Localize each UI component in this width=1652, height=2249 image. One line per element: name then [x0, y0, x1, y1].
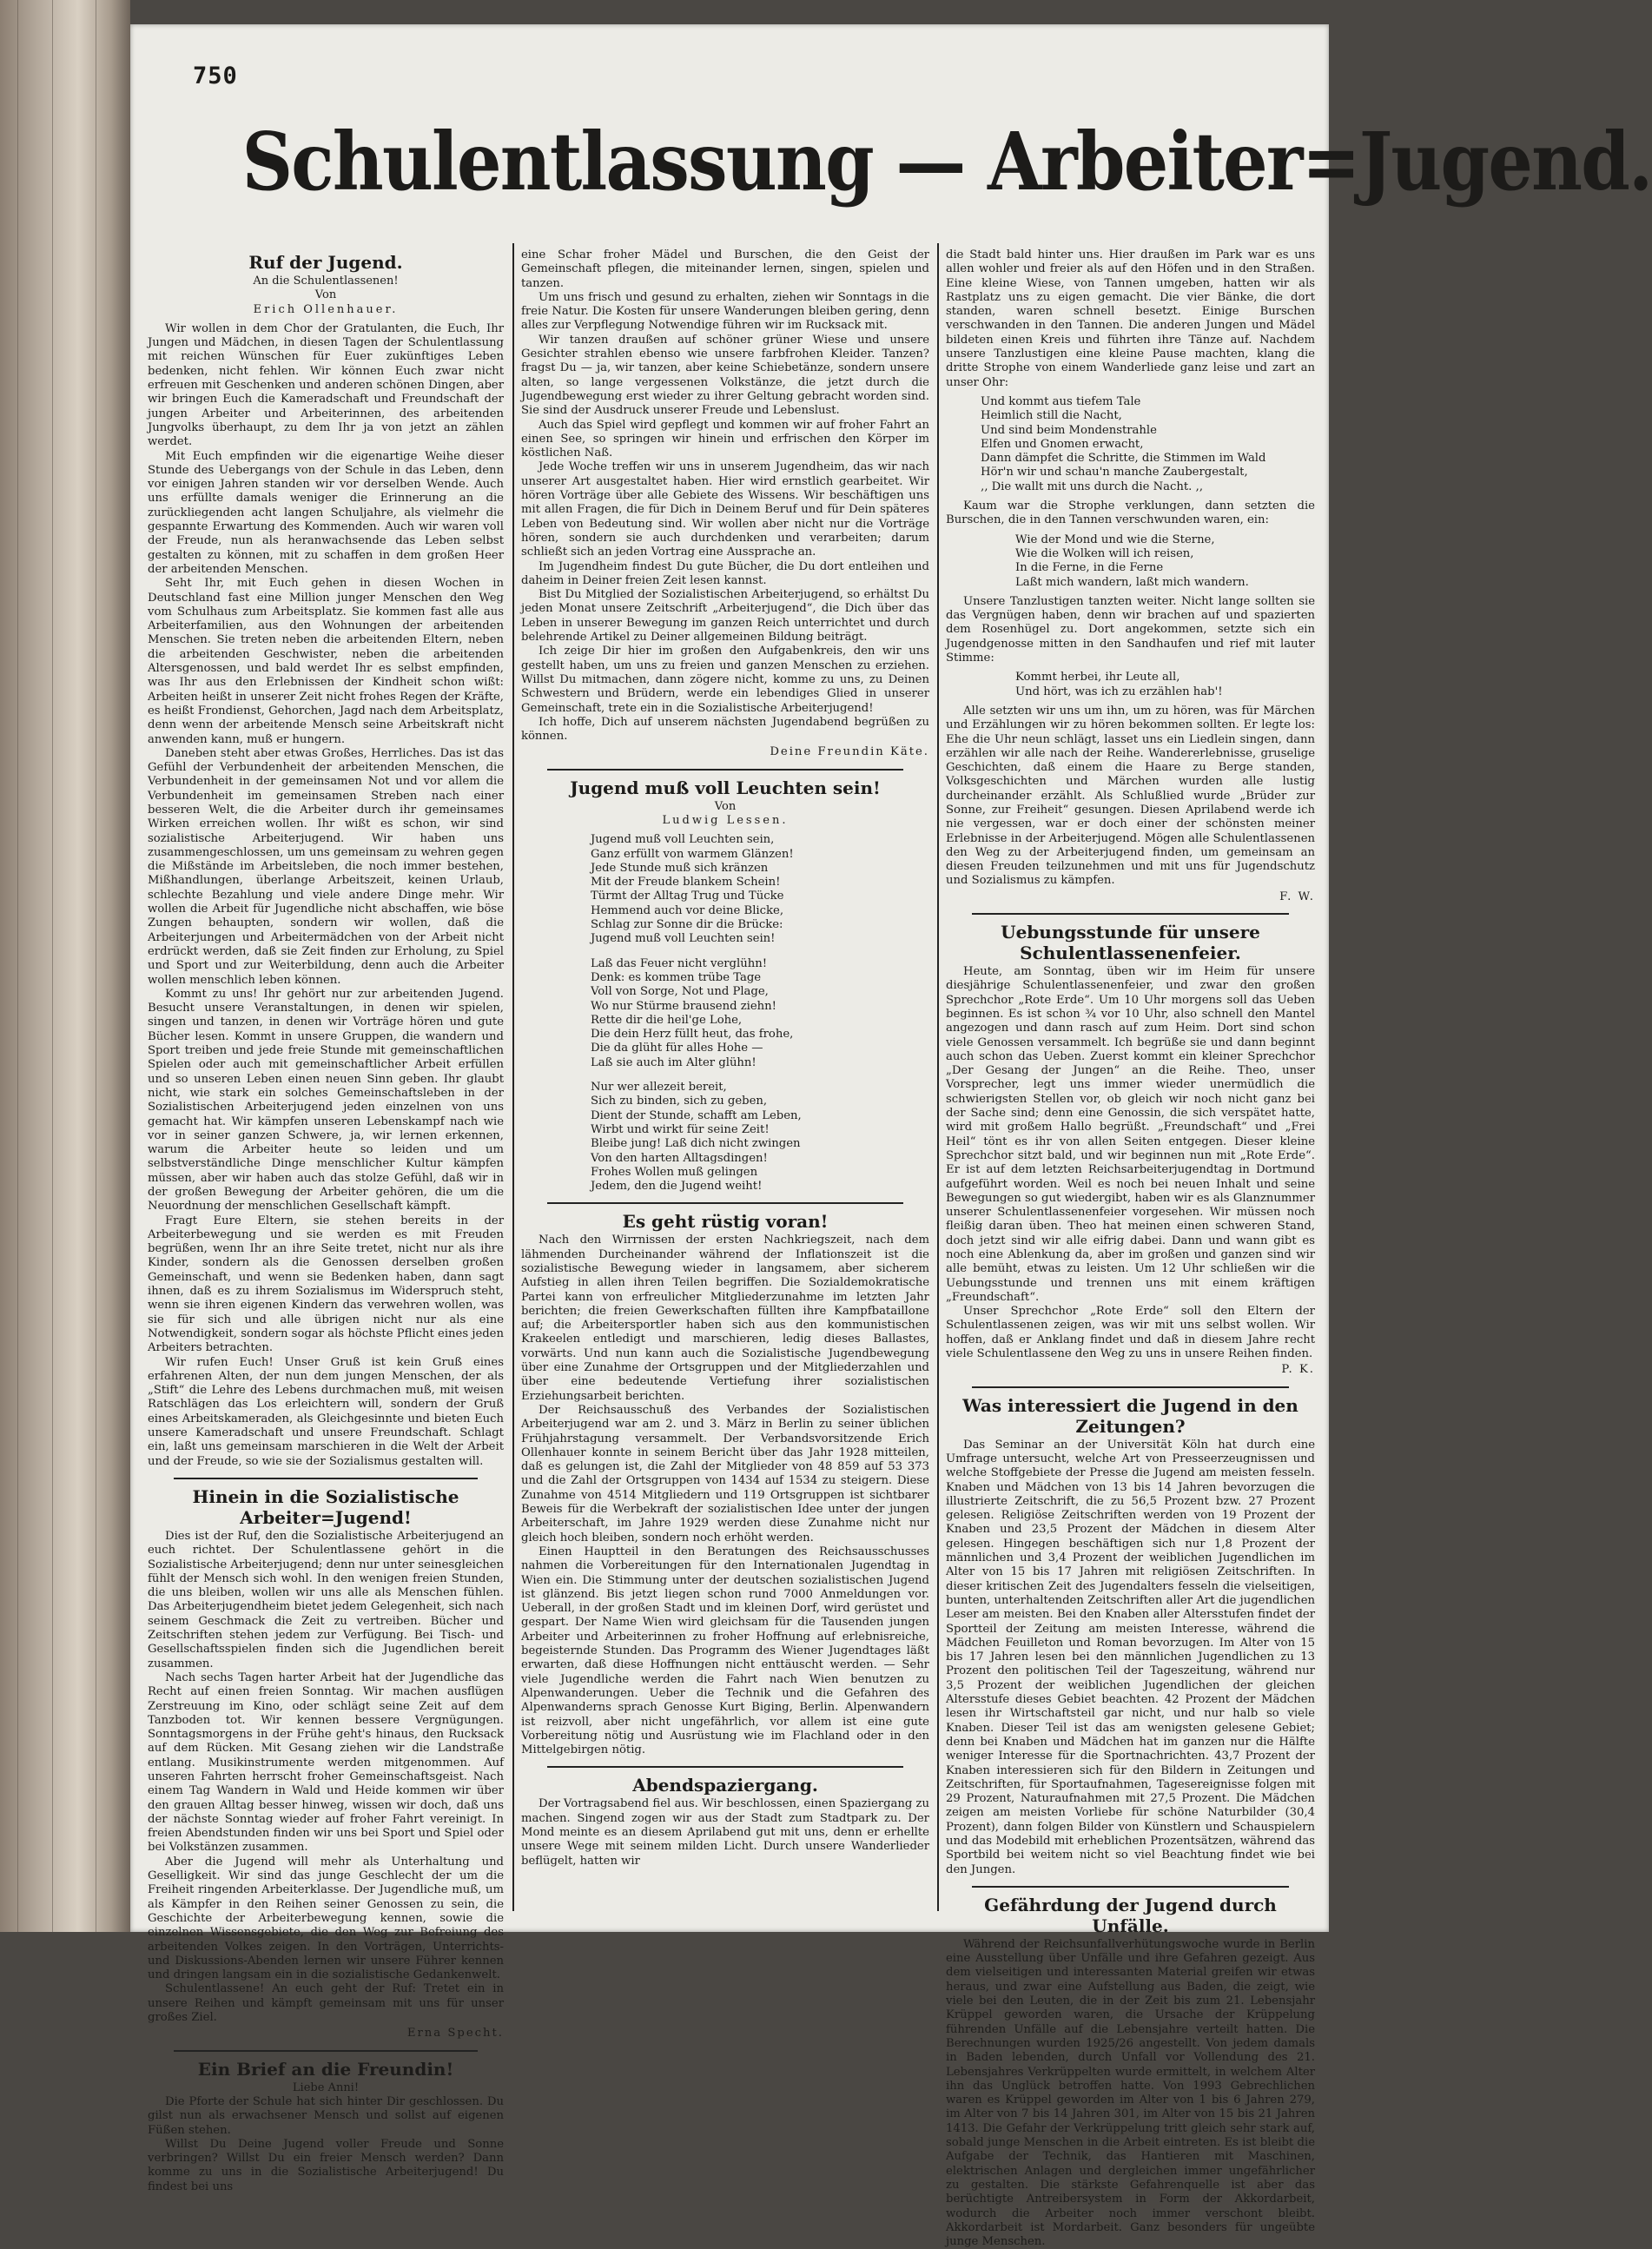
- article-title: Was interessiert die Jugend in den Zeitungen?: [962, 1394, 1298, 1437]
- paragraph: Aber die Jugend will mehr als Unterhaltung und Geselligkeit. Wir sind das junge Geschlecht der um die Freiheit ringenden Arbeiterklasse. Der Jugendliche muß, um als Kämpfer in den Reihen seiner Genossen zu sein, die Geschichte der Arbeiterbewegung kennen, sowie die einzelnen Wissensgebiete, die den Weg zur Befreiung des arbeitenden Volkes zeigen. In den Vorträgen, Unterrichts- und Diskussions-Abenden lernen wir unsere Führer kennen und dringen langsam ein in die sozialistische Gedankenwelt.: [148, 1855, 504, 1982]
- poem-line: Jedem, den die Jugend weiht!: [591, 1180, 763, 1194]
- article-separator: [174, 1478, 478, 1479]
- paragraph: eine Schar froher Mädel und Burschen, die den Geist der Gemeinschaft pflegen, die miteinander lernen, singen, spielen und tanzen.: [521, 248, 929, 290]
- article-author: Erich Ollenhauer.: [253, 302, 399, 316]
- column-rule: [937, 243, 939, 1911]
- song-line: In die Ferne, in die Ferne: [1015, 561, 1164, 575]
- author-prefix: Von: [314, 288, 337, 302]
- article-signature: Erna Specht.: [406, 2027, 504, 2041]
- paragraph: Mit Euch empfinden wir die eigenartige Weihe dieser Stunde des Uebergangs von der Schule in das Leben, denn vor einigen Jahren standen wir vor derselben Wende. Auch uns erfüllte damals weniger die Erinnerung an die zurückliegenden acht langen Schuljahre, als vielmehr die gespannte Erwartung des Kommenden. Auch wir waren voll der Freude, nun als heranwachsende das Leben selbst gestalten zu können, mit zu schaffen in dem großen Heer der arbeitenden Menschen.: [148, 449, 504, 576]
- article-title: Ruf der Jugend.: [248, 252, 403, 273]
- poem-line: Von den harten Alltagsdingen!: [591, 1151, 768, 1165]
- poem-line: Bleibe jung! Laß dich nicht zwingen: [591, 1137, 801, 1151]
- article-title: Es geht rüstig voran!: [622, 1211, 829, 1233]
- article-author: Ludwig Lessen.: [662, 813, 789, 827]
- column-rule: [512, 243, 514, 1911]
- article-separator: [547, 1766, 903, 1768]
- song-line: Dann dämpfet die Schritte, die Stimmen im Wald: [981, 452, 1266, 466]
- binding-edge: [17, 0, 18, 1932]
- page-headline: Schulentlassung — Arbeiter=Jugend.: [241, 115, 1652, 208]
- article-separator: [547, 769, 903, 771]
- paragraph: Unsere Tanzlustigen tanzten weiter. Nicht lange sollten sie das Vergnügen haben, denn wir brachen auf und spazierten dem Rosenhügel zu. Dort angekommen, setzte sich ein Jugendgenosse mitten in den Sandhaufen und rief mit lauter Stimme:: [946, 594, 1315, 665]
- song-line: Laßt mich wandern, laßt mich wandern.: [1015, 575, 1249, 589]
- poem-line: Voll von Sorge, Not und Plage,: [591, 985, 769, 999]
- paragraph: Ich hoffe, Dich auf unserem nächsten Jugendabend begrüßen zu können.: [521, 715, 929, 744]
- paragraph: Während der Reichsunfallverhütungswoche wurde in Berlin eine Ausstellung über Unfälle und ihre Gefahren gezeigt. Aus dem vielseitigen und interessanten Material greifen wir etwas heraus, und zwar eine Aufstellung aus Baden, die zeigt, wie viele bei den Leuten, die in der Zeit bis zum 21. Lebensjahr Krüppel geworden waren, die Ursache der Krüppelung führenden Unfälle auf die Lebensjahre verteilt hatten. Die Berechnungen wurden 1925/26 angestellt. Von jedem damals in Baden lebenden, durch Unfall vor Vollendung des 21. Lebensjahres Verkrüppelten wurde ermittelt, in welchem Alter ihn das Unglück betroffen hatte. Von 1993 Gebrechlichen waren es Krüppel geworden im Alter von 1 bis 6 Jahren 279, im Alter von 7 bis 14 Jahren 301, im Alter von 15 bis 21 Jahren 1413. Die Gefahr der Verkrüppelung tritt gleich sehr stark auf, sobald junge Menschen in die Arbeit eintreten. Es ist bleibt die Aufgabe der Technik, das Hantieren mit Maschinen, elektrischen Anlagen und dergleichen immer ungefährlicher zu gestalten. Die stärkste Gefahrenquelle ist aber das berüchtigte Antreibersystem in Form der Akkordarbeit, wodurch die Arbeiter noch immer verschont bleibt. Akkordarbeit ist Mordarbeit. Ganz besonders für ungeübte junge Menschen.: [946, 1937, 1315, 2249]
- paragraph: Kommt zu uns! Ihr gehört nur zur arbeitenden Jugend. Besucht unsere Veranstaltungen, in denen wir spielen, singen und tanzen, in denen wir Vorträge hören und gute Bücher lesen. Kommt in unsere Gruppen, die wandern und Sport treiben und jede freie Stunde mit gemeinschaftlichen Spielen oder auch mit gemeinschaftlicher Arbeit erfüllen und so unseren Leben einen neuen Sinn geben. Ihr glaubt nicht, wie stark ein solches Gemeinschaftsleben in der Sozialistischen Arbeiterjugend jeden einzelnen von uns gemacht hat. Wir kämpfen unseren Lebenskampf nach wie vor in seiner ganzen Schwere, ja, wir lernen erkennen, warum die Arbeiter heute so leiden und um selbstverständliche Dinge menschlicher Kultur kämpfen müssen, aber wir haben auch das stolze Gefühl, daß wir in der großen Bewegung der Arbeiter gehören, die um die Neuordnung der menschlichen Gesellschaft kämpft.: [148, 987, 504, 1214]
- paragraph: Wir rufen Euch! Unser Gruß ist kein Gruß eines erfahrenen Alten, der nun dem jungen Menschen, der als „Stift“ die Lehre des Lebens durchmachen muß, mit weisen Ratschlägen das Los erleichtern will, sondern der Gruß eines Arbeitskameraden, als Gleichgesinnte und bieten Euch unsere Kameradschaft und unsere Freundschaft. Schlagt ein, laßt uns gemeinsam marschieren in die Welt der Arbeit und der Freude, so wie sie der Sozialismus gestalten will.: [148, 1355, 504, 1468]
- article-title: Jugend muß voll Leuchten sein!: [570, 777, 881, 798]
- letter-greeting: Liebe Anni!: [292, 2080, 360, 2094]
- poem-line: Jugend muß voll Leuchten sein!: [591, 932, 776, 946]
- article-separator: [972, 913, 1289, 915]
- song: [946, 533, 1315, 590]
- poem-line: Dient der Stunde, schafft am Leben,: [591, 1108, 802, 1122]
- paragraph: Im Jugendheim findest Du gute Bücher, die Du dort entleihen und daheim in Deiner freien Zeit lesen kannst.: [521, 559, 929, 587]
- paragraph: Heute, am Sonntag, üben wir im Heim für unsere diesjährige Schulentlassenenfeier, und zwar den großen Sprechchor „Rote Erde“. Um 10 Uhr morgens soll das Ueben beginnen. Es ist schon ¾ vor 10 Uhr, also schnell den Mantel angezogen und dann rasch auf zum Heim. Dort sind schon viele Genossen versammelt. Ich begrüße sie und dann beginnt auch schon das Ueben. Zuerst kommt ein kleiner Sprechchor „Der Gesang der Jungen“ an die Reihe. Theo, unser Vorsprecher, legt uns immer wieder unermüdlich die schwierigsten Stellen vor, ob gleich wir noch nicht ganz bei der Sache sind; denn eine Genossin, die sich verspätet hatte, wird mit großem Hallo begrüßt. „Freundschaft“ und „Frei Heil“ tönt es ihr von allen Seiten entgegen. Dieser kleine Sprechchor sitzt bald, und wir beginnen nun mit „Rote Erde“. Er ist auf dem letzten Reichsarbeiterjugendtag in Dortmund aufgeführt worden. Weil es noch bei neuen Inhalt und seine Bewegungen so gut wiedergibt, haben wir es als Glanznummer unserer Schulentlassenenfeier vorgesehen. Wir müssen noch fleißig daran üben. Theo hat meinen einen schweren Stand, doch jetzt sind wir alle eifrig dabei. Dann und wann gibt es noch eine Ablenkung da, aber im großen und ganzen sind wir alle bemüht, etwas zu leisten. Um 12 Uhr schließen wir die Uebungsstunde und trennen uns mit einem kräftigen „Freundschaft“.: [946, 965, 1315, 1304]
- article-title: Uebungsstunde für unsere Schulentlassenenfeier.: [1001, 922, 1260, 964]
- newspaper-page: [130, 24, 1652, 2249]
- article-separator: [972, 1886, 1289, 1888]
- poem: [521, 833, 929, 1194]
- song-line: Und sind beim Mondenstrahle: [981, 423, 1157, 437]
- paragraph: Um uns frisch und gesund zu erhalten, ziehen wir Sonntags in die freie Natur. Die Kosten für unsere Wanderungen bleiben gering, denn alles zur Verpflegung Notwendige führen wir im Rucksack mit.: [521, 290, 929, 333]
- paragraph: Daneben steht aber etwas Großes, Herrliches. Das ist das Gefühl der Verbundenheit der arbeitenden Menschen, die Verbundenheit in der gemeinsamen Not und vor allem die Verbundenheit im gemeinsamen Streben nach einer besseren Welt, die die Arbeiter durch ihr gemeinsames Wirken erreichen wollen. Ihr wißt es schon, wir sind sozialistische Arbeiterjugend. Wir haben uns zusammengeschlossen, um uns gemeinsam zu wehren gegen die Mißstände im Arbeitsleben, die noch immer bestehen, Mißhandlungen, überlange Arbeitszeit, keinen Urlaub, schlechte Bezahlung und viele andere Dinge mehr. Wir wollen die Arbeit für Jugendliche nicht abschaffen, wie böse Zungen behaupten, sondern wir wollen, daß die Arbeiterjungen und Arbeitermädchen von der Arbeit nicht erdrückt werden, daß sie Zeit finden zur Erholung, zu Spiel und Sport und zur Weiterbildung, denn auch die Arbeiter wollen menschlich leben können.: [148, 746, 504, 987]
- song: [946, 395, 1315, 494]
- author-prefix: Von: [714, 799, 737, 813]
- poem-line: Laß das Feuer nicht verglühn!: [591, 956, 767, 970]
- song-line: ‚‚ Die wallt mit uns durch die Nacht. ‚‚: [981, 480, 1203, 493]
- paragraph: Schulentlassene! An euch geht der Ruf: Tretet ein in unsere Reihen und kämpft gemeinsam mit uns für unser großes Ziel.: [148, 1982, 504, 2025]
- paragraph: Das Seminar an der Universität Köln hat durch eine Umfrage untersucht, welche Art von Presseerzeugnissen und welche Stoffgebiete der Presse die Jugend am meisten fesseln. Knaben und Mädchen von 13 bis 14 Jahren bevorzugen die illustrierte Zeitschrift, die zu 56,5 Prozent bzw. 27 Prozent gelesen. Religiöse Zeitschriften werden von 19 Prozent der Knaben und 23,5 Prozent der Mädchen in diesem Alter gelesen. Hingegen beschäftigen sich nur 1,8 Prozent der männlichen und 3,4 Prozent der weiblichen Jugendlichen im Alter von 15 bis 17 Jahren mit religiösen Zeitschriften. In dieser kritischen Zeit des Jugendalters fesseln die vielseitigen, bunten, unterhaltenden Zeitschriften aller Art die jugendlichen Leser am meisten. Bei den Knaben aller Altersstufen findet der Sportteil der Zeitung am meisten Interesse, während die Mädchen Feuilleton und Roman bevorzugen. Im Alter von 15 bis 17 Jahren lesen bei den männlichen Jugendlichen zu 13 Prozent den politischen Teil der Tageszeitung, während nur 3,5 Prozent der weiblichen Jugendlichen der gleichen Altersstufe dieses Gebiet beachten. 42 Prozent der Mädchen lesen ihr Wirtschaftsteil gar nicht, und nur halb so viele Knaben. Dieser Teil ist das am wenigsten gelesene Gebiet; denn bei Knaben und Mädchen hat im ganzen nur die Hälfte weniger Interesse für die Sportnachrichten. 43,7 Prozent der Knaben interessieren sich für den Bildern in Zeitungen und Zeitschriften, für Sportaufnahmen, Tagesereignisse folgen mit 29 Prozent, Naturaufnahmen mit 27,5 Prozent. Die Mädchen zeigen am meisten Vorliebe für schöne Naturbilder (30,4 Prozent), dann folgen Bilder von Künstlern und Schauspielern und das Modebild mit erheblichen Prozentsätzen, während das Sportbild bei weitem nicht so viel Beachtung findet wie bei den Jungen.: [946, 1438, 1315, 1876]
- article-title: Hinein in die Sozialistische Arbeiter=Jugend!: [192, 1485, 459, 1528]
- paragraph: Alle setzten wir uns um ihn, um zu hören, was für Märchen und Erzählungen wir zu hören bekommen sollten. Er legte los: Ehe die Uhr neun schlägt, lasset uns ein Liedlein singen, dann erzählen wir alle nach der Reihe. Wandererlebnisse, gruselige Geschichten, daß einem die Haare zu Berge standen, Volksgeschichten und Märchen wurden alle lustig durcheinander erzählt. Als Schlußlied wurde „Brüder zur Sonne, zur Freiheit“ gesungen. Diesen Aprilabend werde ich nie vergessen, war er doch einer der schönsten meiner Erlebnisse in der Arbeiterjugend. Mögen alle Schulentlassenen den Weg zu der Arbeiterjugend finden, um gemeinsam an diesen Freuden teilzunehmen und mit uns für Jugendschutz und Sozialismus zu kämpfen.: [946, 704, 1315, 888]
- poem-line: Mit der Freude blankem Schein!: [591, 876, 781, 890]
- paragraph: Die Pforte der Schule hat sich hinter Dir geschlossen. Du gilst nun als erwachsener Mensch und sollst auf eigenen Füßen stehen.: [148, 2094, 504, 2137]
- paragraph: Nach sechs Tagen harter Arbeit hat der Jugendliche das Recht auf einen freien Sonntag. Wir machen ausflügen Zerstreuung im Kino, oder schlägt seine Zeit auf dem Tanzboden tot. Wir kennen bessere Vergnügungen. Sonntagsmorgens in der Frühe geht's hinaus, den Rucksack auf dem Rücken. Mit Gesang ziehen wir die Landstraße entlang. Musikinstrumente werden mitgenommen. Auf unseren Fahrten herrscht froher Gemeinschaftsgeist. Nach einem Tag Wandern in Wald und Heide kommen wir über den grauen Alltag besser hinweg, wissen wir doch, daß uns der nächste Sonntag wieder auf froher Fahrt vereinigt. In freien Abendstunden finden wir uns bei Sport und Spiel oder bei Volkstänzen zusammen.: [148, 1670, 504, 1855]
- song-line: Heimlich still die Nacht,: [981, 409, 1122, 423]
- paragraph: Fragt Eure Eltern, sie stehen bereits in der Arbeiterbewegung und sie werden es mit Freuden begrüßen, wenn Ihr an ihre Seite tretet, nicht nur als ihre Kinder, sondern als die Genossen derselben großen Gemeinschaft, und wenn sie Bedenken haben, dann sagt ihnen, daß es zu ihrem Sozialismus im Widerspruch steht, wenn sie ihren eigenen Kindern das verwehren wollen, was sie für sich und alle übrigen nicht nur als eine Notwendigkeit, sondern sogar als höchste Pflicht eines jeden Arbeiters betrachten.: [148, 1214, 504, 1355]
- paragraph: Nach den Wirrnissen der ersten Nachkriegszeit, nach dem lähmenden Durcheinander während der Inflationszeit ist die sozialistische Bewegung wieder in langsamem, aber sicherem Aufstieg in allen ihren Teilen begriffen. Die Sozialdemokratische Partei kann von erfreulicher Mitgliederzunahme im letzten Jahr berichten; die freien Gewerkschaften füllten ihre Kampfbataillone auf; die Arbeitersportler haben sich aus den kommunistischen Krakeelen entledigt und marschieren, ledig dieses Ballastes, vorwärts. Und nun kann auch die Sozialistische Jugendbewegung über eine Zunahme der Ortsgruppen und der Mitgliederzahlen und über eine bedeutende Vertiefung ihrer sozialistischen Erziehungsarbeit berichten.: [521, 1234, 929, 1403]
- poem-line: Rette dir die heil'ge Lohe,: [591, 1013, 743, 1027]
- article-separator: [174, 2050, 478, 2052]
- poem-line: Laß sie auch im Alter glühn!: [591, 1055, 757, 1069]
- poem-line: Denk: es kommen trübe Tage: [591, 970, 762, 984]
- poem-line: Wo nur Stürme brausend ziehn!: [591, 999, 776, 1013]
- poem-line: Jede Stunde muß sich kränzen: [591, 861, 769, 875]
- song-line: Hör'n wir und schau'n manche Zaubergestalt,: [981, 466, 1248, 480]
- poem-line: Jugend muß voll Leuchten sein,: [591, 833, 775, 847]
- article-signature: P. K.: [1281, 1363, 1315, 1377]
- song: [946, 671, 1315, 699]
- paragraph: Einen Hauptteil in den Beratungen des Reichsausschusses nahmen die Vorbereitungen für den Internationalen Jugendtag in Wien ein. Die Stimmung unter der deutschen sozialistischen Jugend ist glänzend. Bis jetzt liegen schon rund 7000 Anmeldungen vor. Ueberall, in der großen Stadt und im kleinen Dorf, wird gerüstet und gespart. Der Name Wien wird gleichsam für die Tausenden jungen Arbeiter und Arbeiterinnen zu froher Hoffnung auf erlebnisreiche, begeisternde Stunden. Das Programm des Wiener Jugendtages läßt erwarten, daß diese Hoffnungen nicht enttäuscht werden. — Sehr viele Jugendliche werden die Fahrt nach Wien benutzen zu Alpenwanderungen. Ueber die Technik und die Gefahren des Alpenwanderns sprach Genosse Kurt Biging, Berlin. Alpenwandern ist reizvoll, aber nicht ungefährlich, vor allem ist eine gute Vorbereitung nötig und Ausrüstung wie im Flachland oder in den Mittelgebirgen nötig.: [521, 1545, 929, 1757]
- song-line: Wie der Mond und wie die Sterne,: [1015, 532, 1215, 546]
- article-title: Abendspaziergang.: [632, 1775, 818, 1796]
- song-line: Kommt herbei, ihr Leute all,: [1015, 671, 1180, 685]
- column-1: [148, 248, 504, 2193]
- poem-line: Hemmend auch vor deine Blicke,: [591, 903, 784, 917]
- paragraph: Unser Sprechchor „Rote Erde“ soll den Eltern der Schulentlassenen zeigen, was wir mit uns selbst wollen. Wir hoffen, daß er Anklang findet und daß in diesem Jahre recht viele Schulentlassene den Weg zu uns in unsere Reihen finden.: [946, 1305, 1315, 1361]
- paragraph: Kaum war die Strophe verklungen, dann setzten die Burschen, die in den Tannen verschwunden waren, ein:: [946, 499, 1315, 527]
- song-line: Wie die Wolken will ich reisen,: [1015, 546, 1194, 560]
- paragraph: Der Vortragsabend fiel aus. Wir beschlossen, einen Spaziergang zu machen. Singend zogen wir aus der Stadt zum Stadtpark zu. Der Mond meinte es an diesem Aprilabend gut mit uns, denn er erhellte unsere Wege mit seinem milden Licht. Durch unsere Wanderlieder beflügelt, hatten wir: [521, 1797, 929, 1868]
- song-line: Und hört, was ich zu erzählen hab'!: [1015, 685, 1223, 698]
- paragraph: Seht Ihr, mit Euch gehen in diesen Wochen in Deutschland fast eine Million junger Menschen den Weg vom Schulhaus zum Arbeitsplatz. Sie kommen fast alle aus Arbeiterfamilien, aus den Wohnungen der arbeitenden Menschen. Sie treten neben die arbeitenden Eltern, neben die arbeitenden Geschwister, neben die arbeitenden Altersgenossen, und bald werdet Ihr es selbst empfinden, was Ihr aus den Erlebnissen der Kindheit schon wißt: Arbeiten heißt in unserer Zeit nicht frohes Regen der Kräfte, es heißt Frondienst, Gehorchen, Jagd nach dem Arbeitsplatz, denn wenn der arbeitende Mensch seine Arbeitskraft nicht anwenden kann, muß er hungern.: [148, 577, 504, 746]
- binding-edge: [52, 0, 53, 1932]
- poem-line: Die dein Herz füllt heut, das frohe,: [591, 1028, 794, 1042]
- article-title: Gefährdung der Jugend durch Unfälle.: [984, 1894, 1277, 1936]
- poem-line: Die da glüht für alles Hohe —: [591, 1042, 763, 1055]
- column-3: [946, 248, 1315, 2249]
- poem-line: Nur wer allezeit bereit,: [591, 1081, 727, 1095]
- article-signature: Deine Freundin Käte.: [770, 745, 929, 759]
- poem-line: Sich zu binden, sich zu geben,: [591, 1095, 768, 1108]
- poem-line: Wirbt und wirkt für seine Zeit!: [591, 1122, 770, 1136]
- song-line: Und kommt aus tiefem Tale: [981, 394, 1141, 408]
- paragraph: Auch das Spiel wird gepflegt und kommen wir auf froher Fahrt an einen See, so springen wir hinein und erfrischen den Körper im köstlichen Naß.: [521, 418, 929, 460]
- article-signature: F. W.: [1279, 890, 1315, 903]
- column-2: [521, 248, 929, 1912]
- paragraph: Ich zeige Dir hier im großen den Aufgabenkreis, den wir uns gestellt haben, um uns zu freien und ganzen Menschen zu erziehen. Willst Du mitmachen, dann zögere nicht, komme zu uns, zu Deinen Schwestern und Brüdern, werde ein lebendiges Glied in unserer Gemeinschaft, trete ein in die Sozialistische Arbeiterjugend!: [521, 645, 929, 715]
- page-number: 750: [193, 63, 238, 89]
- paragraph: Bist Du Mitglied der Sozialistischen Arbeiterjugend, so erhältst Du jeden Monat unsere Zeitschrift „Arbeiterjugend“, die Dich über das Leben in unserer Bewegung im ganzen Reich unterrichtet und durch belehrende Artikel zu Deiner allgemeinen Bildung beiträgt.: [521, 588, 929, 645]
- poem-line: Ganz erfüllt von warmem Glänzen!: [591, 847, 794, 861]
- article-separator: [547, 1202, 903, 1204]
- article-title: Ein Brief an die Freundin!: [197, 2058, 454, 2080]
- poem-line: Frohes Wollen muß gelingen: [591, 1165, 758, 1179]
- poem-line: Türmt der Alltag Trug und Tücke: [591, 890, 784, 903]
- article-separator: [972, 1386, 1289, 1388]
- paragraph: Dies ist der Ruf, den die Sozialistische Arbeiterjugend an euch richtet. Der Schulentlassene gehört in die Sozialistische Arbeiterjugend; denn nur unter seinesgleichen fühlt der Mensch sich wohl. In den wenigen freien Stunden, die uns bleiben, wollen wir uns alle als Menschen fühlen. Das Arbeiterjugendheim bietet jedem Gelegenheit, sich nach seinem Geschmack die Zeit zu vertreiben. Bücher und Zeitschriften stehen jedem zur Verfügung. Bei Tisch- und Gesellschaftsspielen finden sich die Jugendlichen bereit zusammen.: [148, 1529, 504, 1670]
- paragraph: Wir wollen in dem Chor der Gratulanten, die Euch, Ihr Jungen und Mädchen, in diesen Tagen der Schulentlassung mit reichen Wünschen für Euer zukünftiges Leben bedenken, nicht fehlen. Wir können Euch zwar nicht erfreuen mit Geschenken und anderen schönen Dingen, aber wir bringen Euch die Kameradschaft und Freundschaft der jungen Arbeiter und Arbeiterinnen, des arbeitenden Jungvolks überhaupt, zu dem Ihr ja von jetzt an zählen werdet.: [148, 321, 504, 449]
- paragraph: die Stadt bald hinter uns. Hier draußen im Park war es uns allen wohler und freier als auf den Höfen und in den Straßen. Eine kleine Wiese, von Tannen umgeben, hatten wir als Rastplatz uns zu eigen gemacht. Die vier Bänke, die dort standen, waren schnell besetzt. Einige Burschen verschwanden in den Tannen. Die anderen Jungen und Mädel bildeten einen Kreis und führten ihre Tänze auf. Nachdem unsere Tanzlustigen eine kleine Pause machten, klang die dritte Strophe von einem Wanderliede ganz leise und zart an unser Ohr:: [946, 248, 1315, 389]
- poem-line: Schlag zur Sonne dir die Brücke:: [591, 918, 783, 932]
- paragraph: Jede Woche treffen wir uns in unserem Jugendheim, das wir nach unserer Art ausgestaltet haben. Hier wird ernstlich gearbeitet. Wir hören Vorträge über alle Gebiete des Wissens. Wir beschäftigen uns mit allen Fragen, die für Dich in Deinem Beruf und für Dein späteres Leben von Bedeutung sind. Wir wollen aber nicht nur die Vorträge hören, sondern sie auch durchdenken und verarbeiten; darum schließt sich an jeden Vortrag eine Aussprache an.: [521, 460, 929, 559]
- paragraph: Willst Du Deine Jugend voller Freude und Sonne verbringen? Willst Du ein freier Mensch werden? Dann komme zu uns in die Sozialistische Arbeiterjugend! Du findest bei uns: [148, 2137, 504, 2193]
- article-subtitle: An die Schulentlassenen!: [253, 275, 399, 288]
- song-line: Elfen und Gnomen erwacht,: [981, 437, 1144, 451]
- book-binding: [0, 0, 130, 1932]
- paragraph: Wir tanzen draußen auf schöner grüner Wiese und unsere Gesichter strahlen ebenso wie unsere farbfrohen Kleider. Tanzen? fragst Du — ja, wir tanzen, aber keine Schiebetänze, sondern unsere alten, so lange vergessenen Volkstänze, die jetzt durch die Jugendbewegung erst wieder zu ihrer Geltung gebracht worden sind. Sie sind der Ausdruck unserer Freude und Lebenslust.: [521, 333, 929, 418]
- paragraph: Der Reichsausschuß des Verbandes der Sozialistischen Arbeiterjugend war am 2. und 3. März in Berlin zu seiner üblichen Frühjahrstagung versammelt. Der Verbandsvorsitzende Erich Ollenhauer konnte in seinem Bericht über das Jahr 1928 mitteilen, daß es gelungen ist, die Zahl der Mitglieder von 48 859 auf 53 373 und die Zahl der Ortsgruppen von 1434 auf 1534 zu steigern. Diese Zunahme von 4514 Mitgliedern und 119 Ortsgruppen ist sichtbarer Beweis für die Werbekraft der sozialistischen Idee unter der jungen Arbeiterschaft, im Jahre 1929 werden diese Zunahme nicht nur gleich hoch bleiben, sondern noch erhöht werden.: [521, 1403, 929, 1545]
